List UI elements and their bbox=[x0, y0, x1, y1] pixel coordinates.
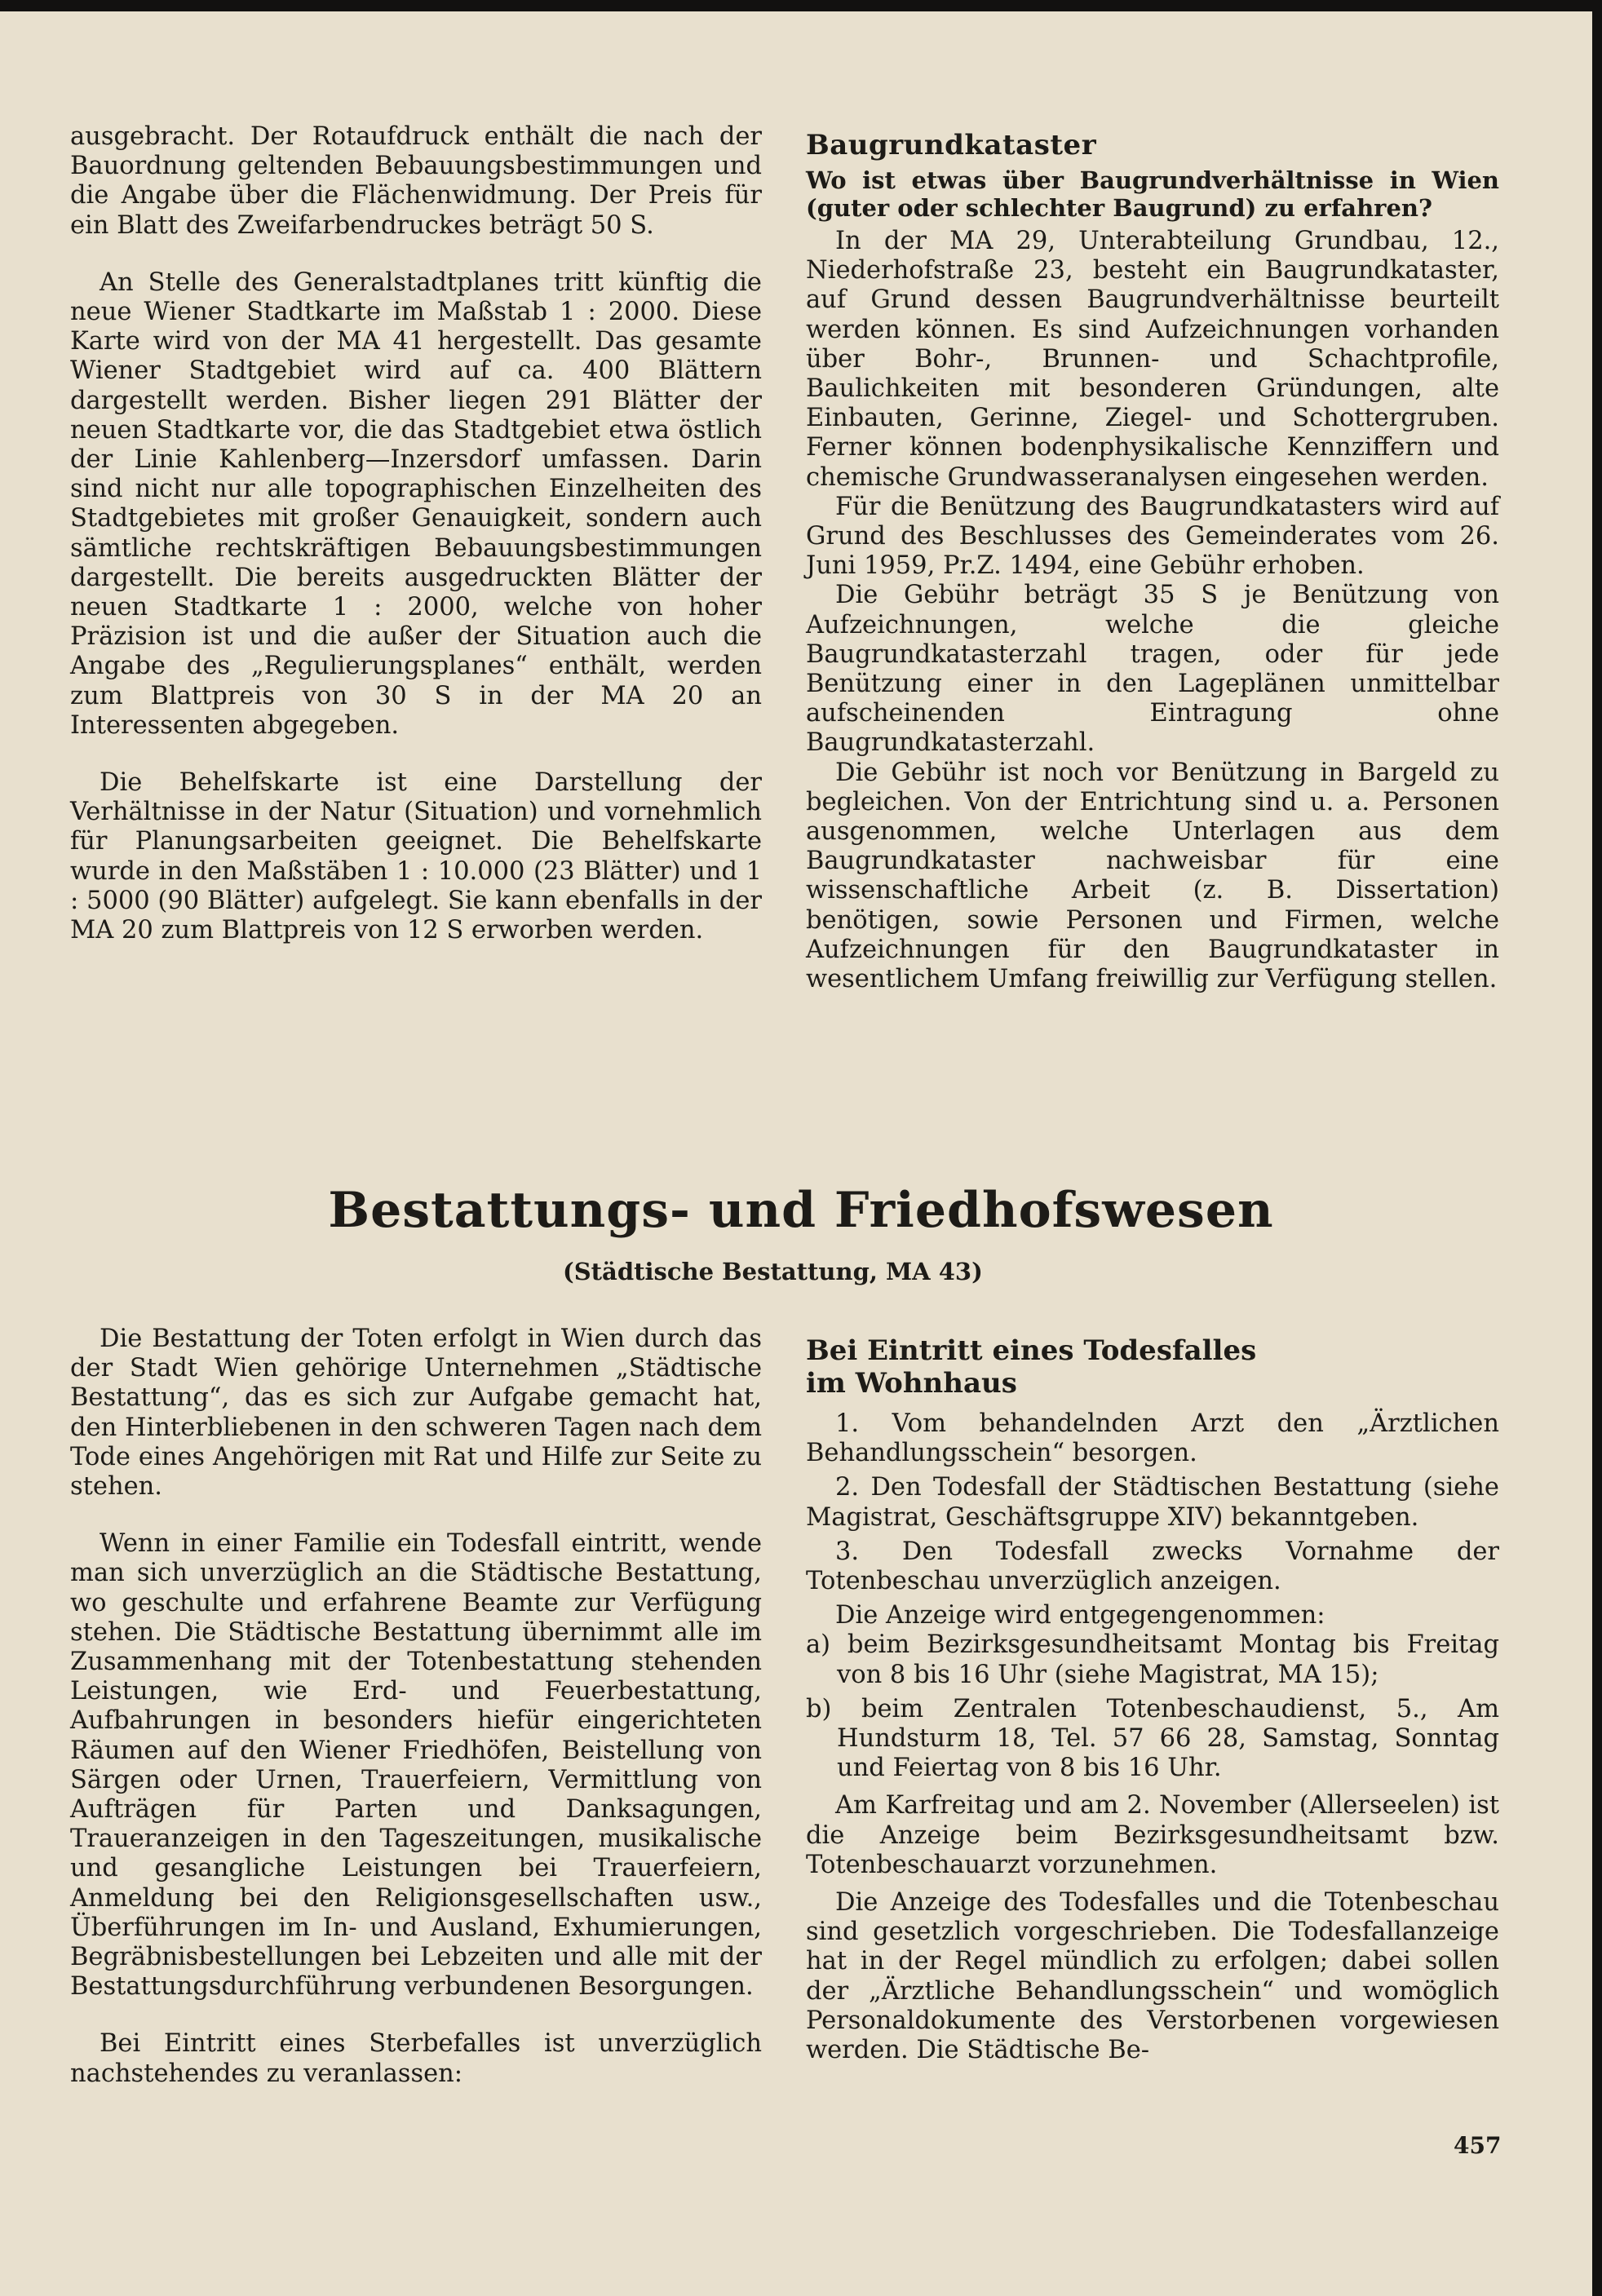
question-heading: Wo ist etwas über Baugrundverhältnisse in Wien (guter oder schlechter Baugrund) zu erfahren? bbox=[806, 166, 1499, 222]
paragraph: Für die Benützung des Baugrundkatasters wird auf Grund des Beschlusses des Gemeinderates vom 26. Juni 1959, Pr.Z. 1494, eine Gebühr erhoben. bbox=[806, 492, 1499, 581]
paragraph: Wenn in einer Familie ein Todesfall eintritt, wende man sich unverzüglich an die Städtische Bestattung, wo geschulte und erfahrene Beamte zur Verfügung stehen. Die Städtische Bestattung übernimmt alle im Zusammenhang mit der Totenbestattung stehenden Leistungen, wie Erd- und Feuerbestattung, Aufbahrungen in besonders hiefür eingerichteten Räumen auf den Wiener Friedhöfen, Beistellung von Särgen oder Urnen, Trauerfeiern, Vermittlung von Aufträgen für Parten und Danksagungen, Traueranzeigen in den Tageszeitungen, musikalische und gesangliche Leistungen bei Trauerfeiern, Anmeldung bei den Religionsgesellschaften usw., Überführungen im In- und Ausland, Exhumierungen, Begräbnisbestellungen bei Lebzeiten und alle mit der Bestattungsdurchführung verbundenen Besorgungen. bbox=[70, 1529, 762, 2002]
paragraph: Die Bestattung der Toten erfolgt in Wien durch das der Stadt Wien gehörige Unternehmen „Städtische Bestattung“, das es sich zur Aufgabe gemacht hat, den Hinterbliebenen in den schweren Tagen nach dem Tode eines Angehörigen mit Rat und Hilfe zur Seite zu stehen. bbox=[70, 1325, 762, 1502]
paragraph: ausgebracht. Der Rotaufdruck enthält die nach der Bauordnung geltenden Bebauungsbestimmungen und die Angabe über die Flächenwidmung. Der Preis für ein Blatt des Zweifarbendruckes beträgt 50 S. bbox=[70, 122, 762, 240]
page-number: 457 bbox=[1454, 2132, 1502, 2159]
paragraph: Die Anzeige des Todesfalles und die Totenbeschau sind gesetzlich vorgeschrieben. Die Todesfallanzeige hat in der Regel mündlich zu erfolgen; dabei sollen der „Ärztliche Behandlungsschein“ und womöglich Personaldokumente des Verstorbenen vorgewiesen werden. Die Städtische Be- bbox=[806, 1888, 1499, 2065]
paragraph: Die Behelfskarte ist eine Darstellung der Verhältnisse in der Natur (Situation) und vornehmlich für Planungsarbeiten geeignet. Die Behelfskarte wurde in den Maßstäben 1 : 10.000 (23 Blätter) und 1 : 5000 (90 Blätter) aufgelegt. Sie kann ebenfalls in der MA 20 zum Blattpreis von 12 S erworben werden. bbox=[70, 768, 762, 945]
list-item: 3. Den Todesfall zwecks Vornahme der Totenbeschau unverzüglich anzeigen. bbox=[806, 1537, 1499, 1596]
paragraph: Die Gebühr beträgt 35 S je Benützung von Aufzeichnungen, welche die gleiche Baugrundkatasterzahl tragen, oder für jede Benützung einer in den Lageplänen unmittelbar aufscheinenden Eintragung ohne Baugrundkatasterzahl. bbox=[806, 581, 1499, 758]
paragraph: An Stelle des Generalstadtplanes tritt künftig die neue Wiener Stadtkarte im Maßstab 1 : 2000. Diese Karte wird von der MA 41 hergestellt. Das gesamte Wiener Stadtgebiet wird auf ca. 400 Blättern dargestellt werden. Bisher liegen 291 Blätter der neuen Stadtkarte vor, die das Stadtgebiet etwa östlich der Linie Kahlenberg—Inzersdorf umfassen. Darin sind nicht nur alle topographischen Einzelheiten des Stadtgebietes mit großer Genauigkeit, sondern auch sämtliche rechtskräftigen Bebauungsbestimmungen dargestellt. Die bereits ausgedruckten Blätter der neuen Stadtkarte 1 : 2000, welche von hoher Präzision ist und die außer der Situation auch die Angabe des „Regulierungsplanes“ enthält, werden zum Blattpreis von 30 S in der MA 20 an Interessenten abgegeben. bbox=[70, 268, 762, 740]
column-bottom-left bbox=[70, 1325, 762, 2089]
list-item: 2. Den Todesfall der Städtischen Bestattung (siehe Magistrat, Geschäftsgruppe XIV) bekanntgeben. bbox=[806, 1473, 1499, 1532]
column-top-right bbox=[806, 129, 1499, 994]
paragraph: Die Gebühr ist noch vor Benützung in Bargeld zu begleichen. Von der Entrichtung sind u. a. Personen ausgenommen, welche Unterlagen aus dem Baugrundkataster nachweisbar für eine wissenschaftliche Arbeit (z. B. Dissertation) benötigen, sowie Personen und Firmen, welche Aufzeichnungen für den Baugrundkataster in wesentlichem Umfang freiwillig zur Verfügung stellen. bbox=[806, 758, 1499, 994]
paragraph: Bei Eintritt eines Sterbefalles ist unverzüglich nachstehendes zu veranlassen: bbox=[70, 2029, 762, 2088]
list-item: 1. Vom behandelnden Arzt den „Ärztlichen Behandlungsschein“ besorgen. bbox=[806, 1409, 1499, 1468]
column-top-left bbox=[70, 122, 762, 945]
paragraph: Am Karfreitag und am 2. November (Allerseelen) ist die Anzeige beim Bezirksgesundheitsamt bzw. Totenbeschauarzt vorzunehmen. bbox=[806, 1791, 1499, 1879]
chapter-title: Bestattungs- und Friedhofswesen bbox=[328, 1182, 1274, 1239]
section-heading-baugrundkataster: Baugrundkataster bbox=[806, 129, 1097, 161]
subsection-heading-line1: Bei Eintritt eines Todesfalles bbox=[806, 1334, 1257, 1367]
chapter-subtitle: (Städtische Bestattung, MA 43) bbox=[563, 1258, 983, 1285]
scan-edge-top bbox=[0, 0, 1602, 11]
list-item: b) beim Zentralen Totenbeschaudienst, 5., Am Hundsturm 18, Tel. 57 66 28, Samstag, Sonntag und Feiertag von 8 bis 16 Uhr. bbox=[806, 1694, 1499, 1783]
paragraph: Die Anzeige wird entgegengenommen: bbox=[835, 1601, 1325, 1630]
subsection-heading bbox=[806, 1334, 1499, 1400]
scan-edge-right bbox=[1592, 0, 1602, 2296]
paragraph: In der MA 29, Unterabteilung Grundbau, 12., Niederhofstraße 23, besteht ein Baugrundkataster, auf Grund dessen Baugrundverhältnisse beurteilt werden können. Es sind Aufzeichnungen vorhanden über Bohr-, Brunnen- und Schachtprofile, Baulichkeiten mit besonderen Gründungen, alte Einbauten, Gerinne, Ziegel- und Schottergruben. Ferner können bodenphysikalische Kennziffern und chemische Grundwasseranalysen eingesehen werden. bbox=[806, 227, 1499, 492]
subsection-heading-line2: im Wohnhaus bbox=[806, 1367, 1017, 1400]
column-bottom-right bbox=[806, 1334, 1499, 2065]
list-item: a) beim Bezirksgesundheitsamt Montag bis Freitag von 8 bis 16 Uhr (siehe Magistrat, MA 15); bbox=[806, 1630, 1499, 1689]
